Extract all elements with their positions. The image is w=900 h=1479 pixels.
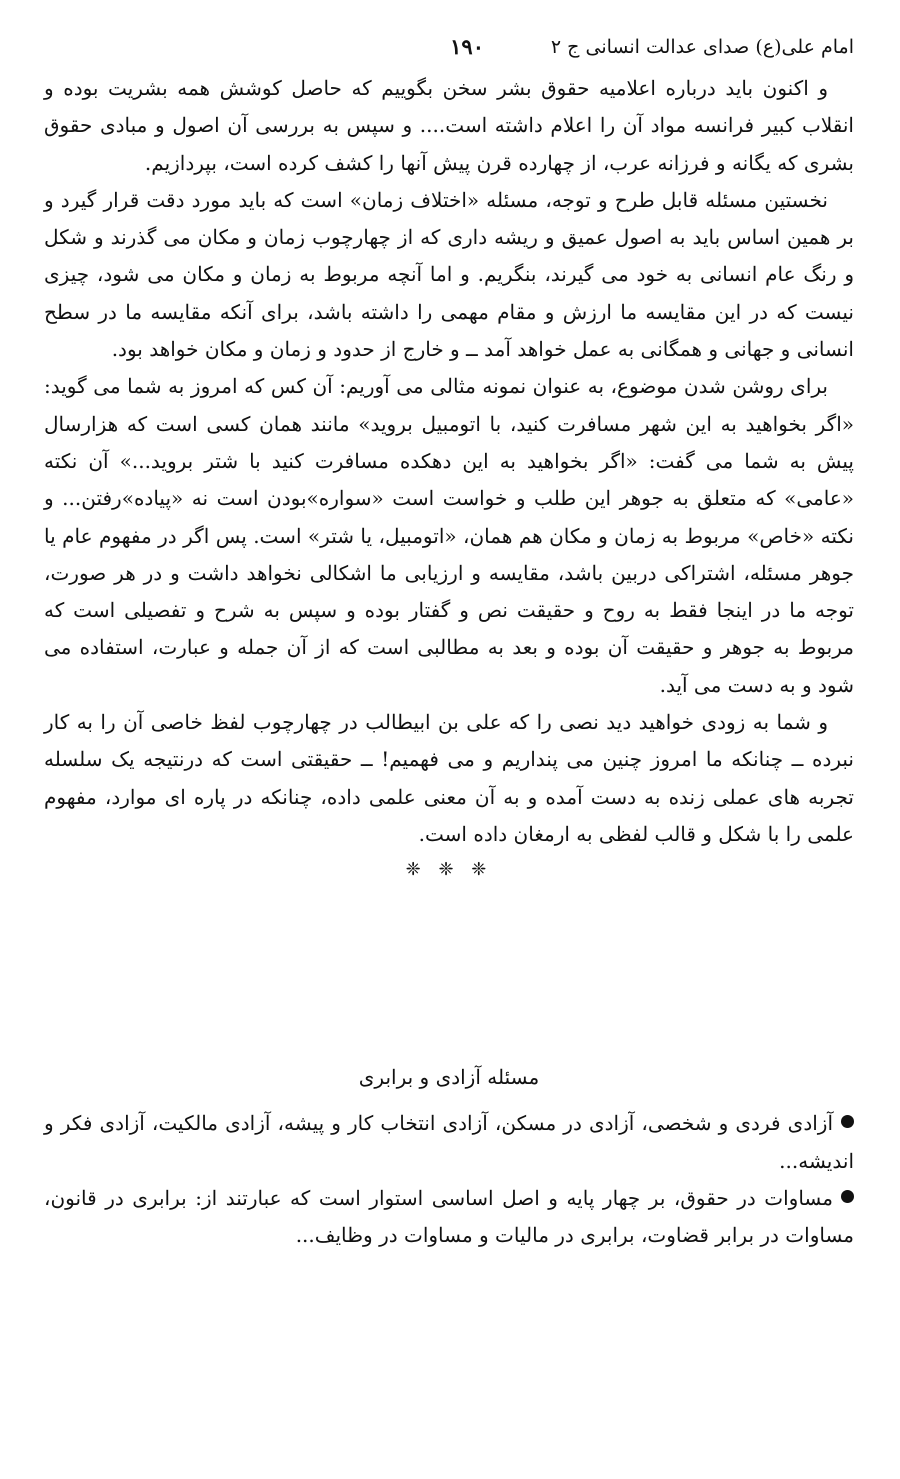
- bullet-text: آزادی فردی و شخصی، آزادی در مسکن، آزادی انتخاب کار و پیشه، آزادی مالکیت، آزادی فکر و اندیشه...: [44, 1111, 854, 1173]
- section-heading: مسئله آزادی و برابری: [358, 1065, 540, 1090]
- bullet-list: [44, 1105, 854, 1254]
- page-body: [44, 70, 854, 1254]
- paragraph: برای روشن شدن موضوع، به عنوان نمونه مثالی می آوریم: آن کس که امروز به شما می گوید: «اگر بخواهید به این شهر مسافرت کنید، با اتومبیل بروید» مانند همان کسی است که هزارسال پیش به شما می گفت: «اگر بخواهید به این دهکده مسافرت کنید با شتر بروید...» آن نکته «عامی» که متعلق به جوهر این طلب و خواست است «سواره»بودن است نه «پیاده»رفتن... و نکته «خاص» مربوط به زمان و مکان هم همان، «اتومبیل، یا شتر» است. پس اگر در مفهوم عام یا جوهر مسئله، اشتراکی دربین باشد، مقایسه و ارزیابی ما اشکالی نخواهد داشت و در هر صورت، توجه ما در اینجا فقط به روح و حقیقت نص و گفتار بوده و سپس به شرح و تفصیلی است که مربوط به جوهر و حقیقت آن بوده و بعد به مطالبی است که از آن جمله و عبارت، استفاده می شود و به دست می آید.: [44, 374, 854, 697]
- bullet-text: مساوات در حقوق، بر چهار پایه و اصل اساسی استوار است که عبارتند از: برابری در قانون، مساوات در برابر قضاوت، برابری در مالیات و مساوات در وظایف...: [44, 1185, 854, 1248]
- paragraph: و اکنون باید درباره اعلامیه حقوق بشر سخن بگوییم که حاصل کوشش همه بشریت بوده و انقلاب کبیر فرانسه مواد آن را اعلام داشته است.... و سپس به بررسی آن اصول و مبادی حقوق بشری که یگانه و فرزانه عرب، از چهارده قرن پیش آنها را کشف کرده است، بپردازیم.: [44, 76, 854, 175]
- bullet-dot-icon: [841, 1190, 854, 1203]
- page-header: [44, 34, 854, 64]
- section-separator: ❈ ❈ ❈: [405, 859, 493, 881]
- book-page: [44, 34, 854, 1254]
- bullet-dot-icon: [841, 1115, 854, 1128]
- bullet-item: [44, 1105, 854, 1180]
- page-number: ۱۹۰: [450, 34, 484, 59]
- running-title: امام علی(ع) صدای عدالت انسانی ج ۲: [550, 36, 854, 58]
- paragraph: نخستین مسئله قابل طرح و توجه، مسئله «اختلاف زمان» است که باید مورد دقت قرار گیرد و بر همین اساس باید به اصول عمیق و ریشه داری که از چهارچوب زمان و مکان می گذرند و شکل و رنگ عام انسانی به خود می گیرند، بنگریم. و اما آنچه مربوط به زمان و مکان می شود، چیزی نیست که در این مقایسه ما ارزش و مقام مهمی را داشته باشد، برای آنکه مقایسه ما در سطح انسانی و جهانی و همگانی به عمل خواهد آمد ــ و خارج از حدود و زمان و مکان خواهد بود.: [44, 187, 854, 362]
- paragraph: و شما به زودی خواهید دید نصی را که علی بن ابیطالب در چهارچوب لفظ خاصی آن را به کار نبرده ــ چنانکه ما امروز چنین می پنداریم و می فهمیم! ــ حقیقتی است که درنتیجه یک سلسله تجربه های عملی زنده به دست آمده و به آن معنی علمی داده، چنانکه در پاره ای موارد، مفهوم علمی را با شکل و قالب لفظی به ارمغان داده است.: [44, 710, 854, 846]
- bullet-item: [44, 1180, 854, 1255]
